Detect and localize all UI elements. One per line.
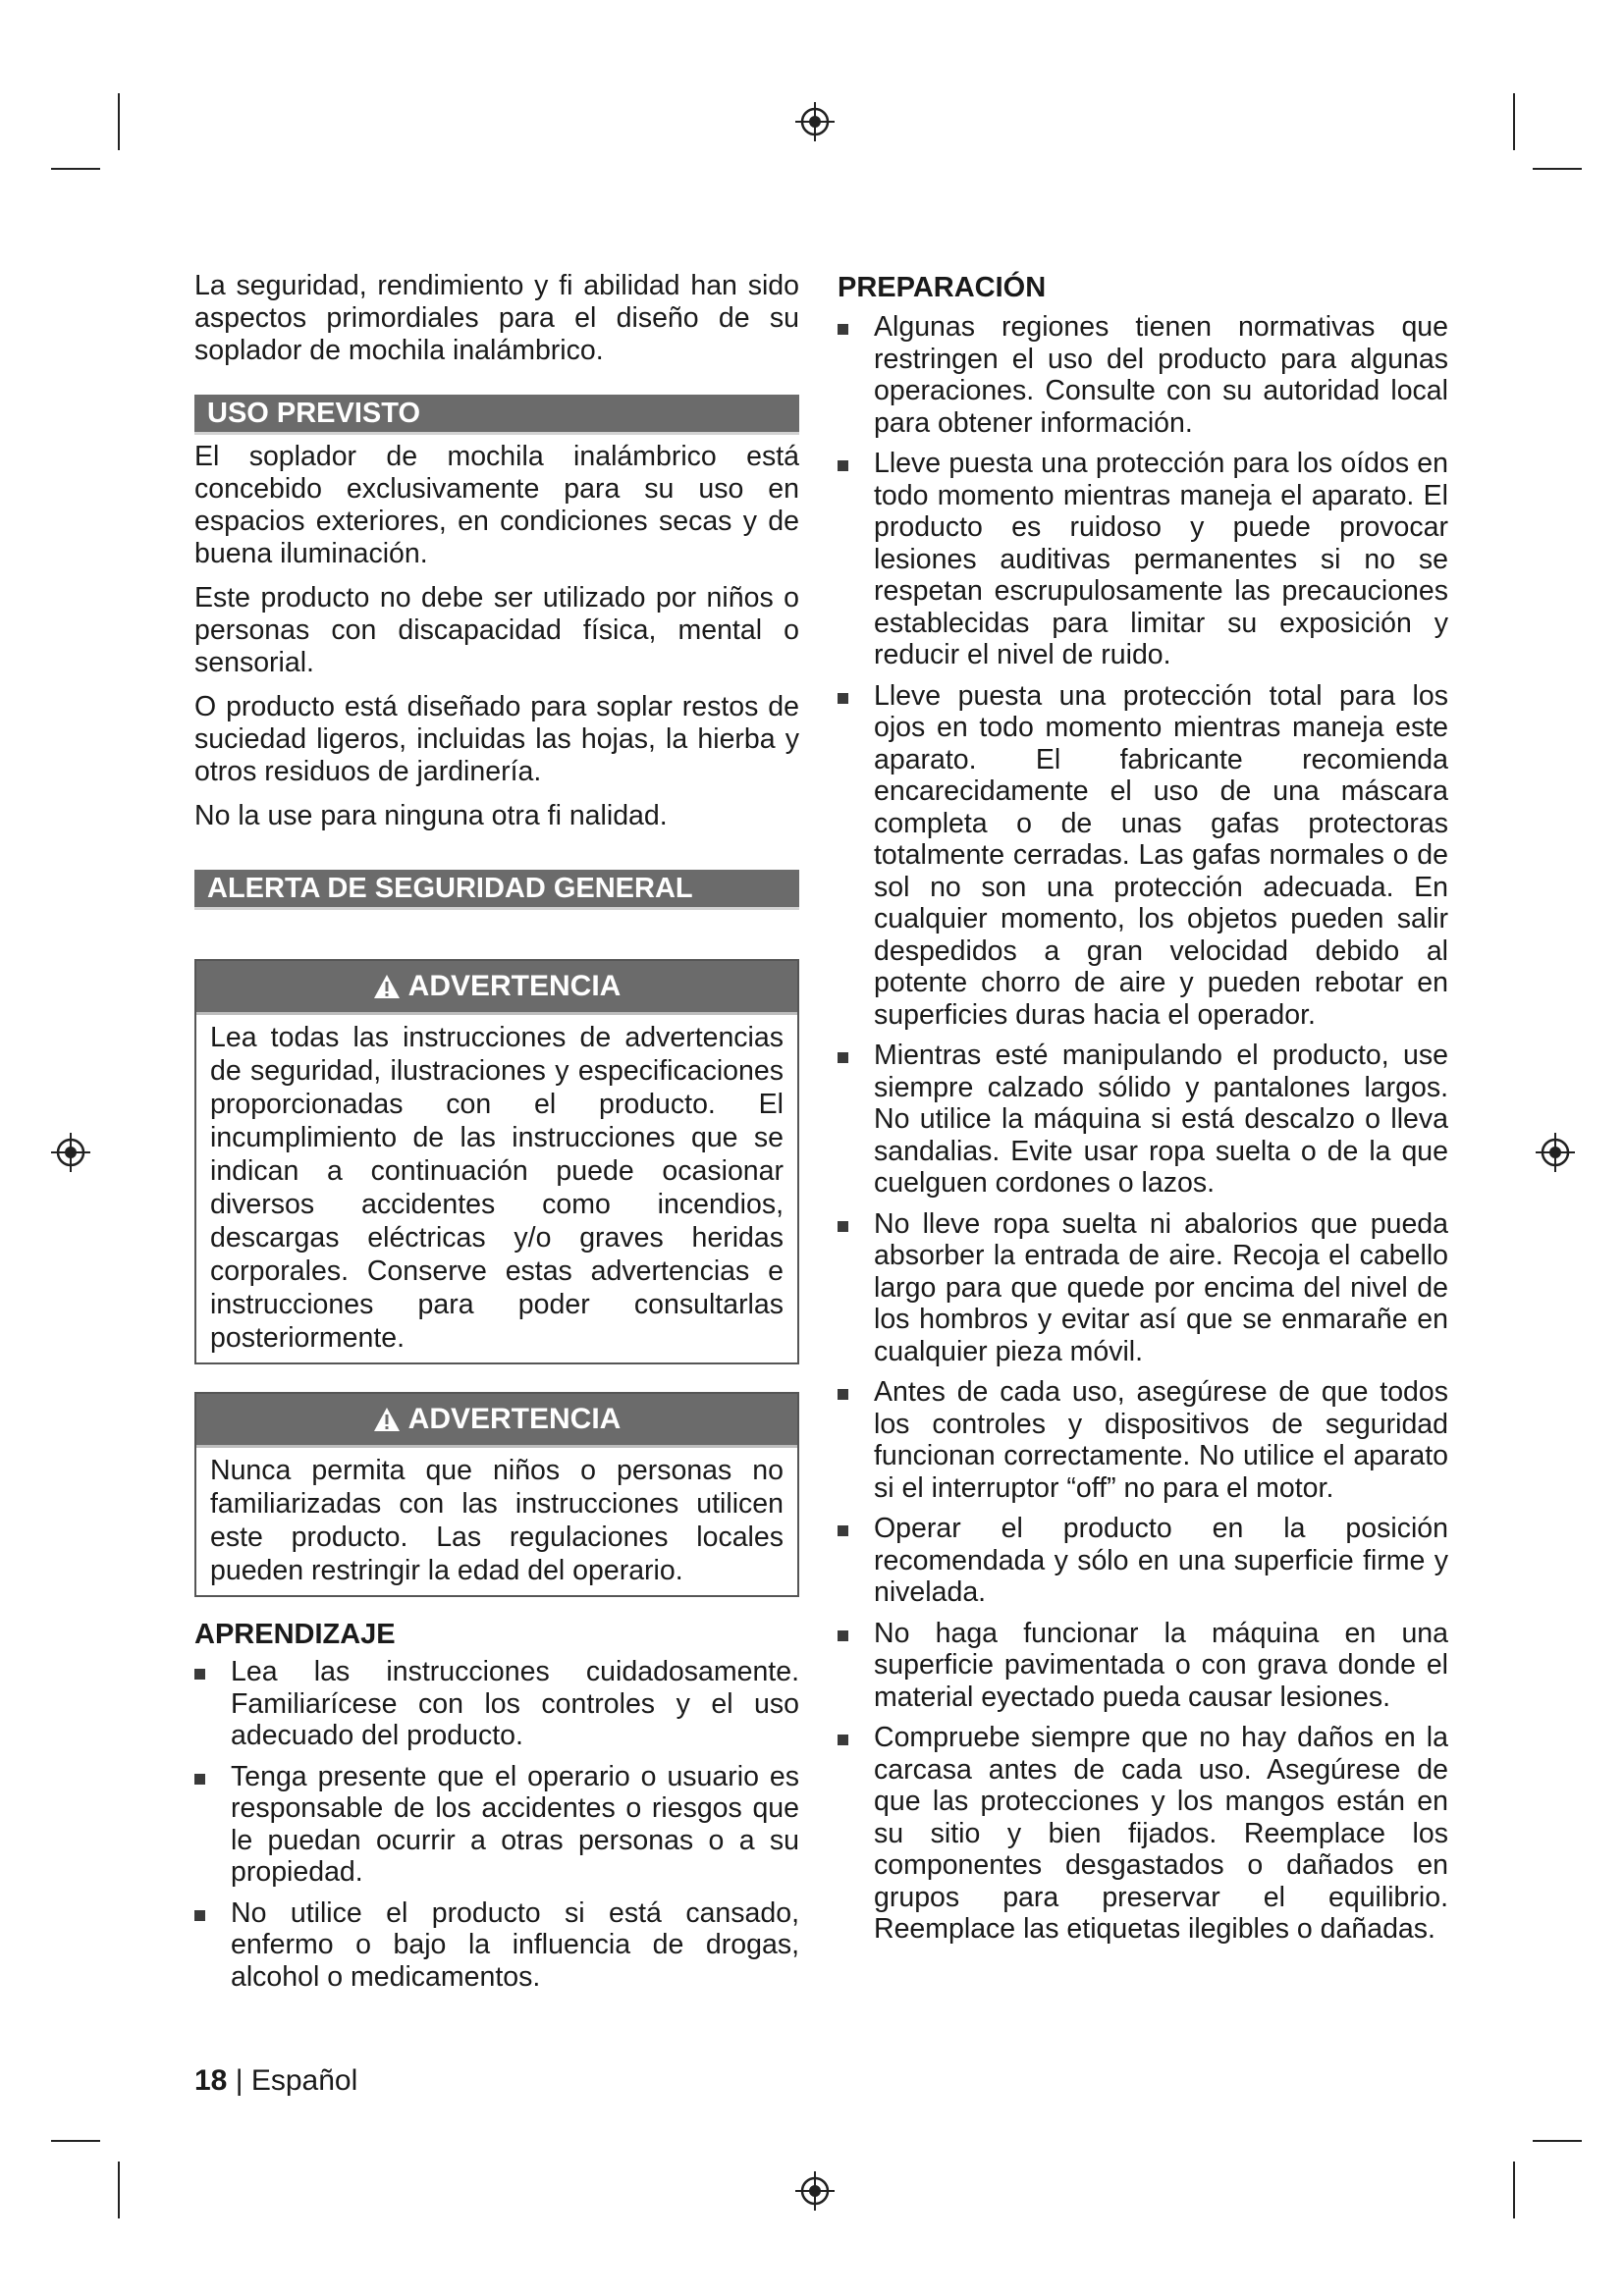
- crop-mark: [118, 93, 120, 150]
- bullet-square-icon: [838, 1052, 848, 1063]
- bullet-square-icon: [838, 1389, 848, 1400]
- list-item: Lea las instrucciones cuidadosamente. Familiarícese con los controles y el uso adecuado del producto.: [194, 1656, 799, 1752]
- bullet-square-icon: [838, 1735, 848, 1745]
- bullet-square-icon: [838, 693, 848, 704]
- warning-triangle-icon: [373, 974, 401, 999]
- bullet-square-icon: [194, 1774, 205, 1785]
- list-item: Compruebe siempre que no hay daños en la carcasa antes de cada uso. Asegúrese de que las protecciones y los mangos están en su sitio y bien fijados. Reemplace los componentes desgastados o dañados en grupos para preservar el equilibrio. Reemplace las etiquetas ilegibles o dañadas.: [838, 1722, 1448, 1946]
- bullet-square-icon: [194, 1669, 205, 1680]
- list-item: Lleve puesta una protección para los oídos en todo momento mientras maneja el aparato. El producto es ruidoso y puede provocar lesiones auditivas permanentes si no se respetan escrupulosamente las precauciones establecidas para limitar su exposición y reducir el nivel de ruido.: [838, 448, 1448, 671]
- registration-mark-icon: [795, 102, 835, 141]
- list-item: Tenga presente que el operario o usuario es responsable de los accidentes o riesgos que le puedan ocurrir a otras personas o a su propiedad.: [194, 1761, 799, 1889]
- registration-mark-icon: [795, 2171, 835, 2211]
- section-heading-alerta: ALERTA DE SEGURIDAD GENERAL: [194, 870, 799, 910]
- paragraph: Este producto no debe ser utilizado por niños o personas con discapacidad física, mental o sensorial.: [194, 582, 799, 678]
- warning-title: ADVERTENCIA: [407, 970, 622, 1002]
- registration-mark-icon: [51, 1133, 90, 1172]
- bullet-square-icon: [838, 1525, 848, 1536]
- bullet-square-icon: [838, 324, 848, 335]
- right-column: [838, 270, 1448, 1954]
- warning-box: [194, 1392, 799, 1597]
- list-item: Lleve puesta una protección total para los ojos en todo momento mientras maneja este aparato. El fabricante recomienda encarecidamente el uso de una máscara completa o de unas gafas protectoras totalmente cerradas. Las gafas normales o de sol no son una protección adecuada. En cualquier momento, los objetos pueden salir despedidos a gran velocidad debido al potente chorro de aire y pueden rebotar en superficies duras hacia el operador.: [838, 680, 1448, 1032]
- bullet-square-icon: [194, 1910, 205, 1921]
- warning-text: Lea todas las instrucciones de advertencias de seguridad, ilustraciones y especificaciones proporcionadas con el producto. El incumplimiento de las instrucciones que se indican a continuación puede ocasionar diversos accidentes como incendios, descargas eléctricas y/o graves heridas corporales. Conserve estas advertencias e instrucciones para poder consultarlas posteriormente.: [210, 1022, 784, 1354]
- paragraph: No la use para ninguna otra fi nalidad.: [194, 800, 668, 831]
- footer-separator: |: [227, 2064, 251, 2097]
- warning-triangle-icon: [373, 1407, 401, 1432]
- bullet-square-icon: [838, 460, 848, 471]
- section-heading-preparacion: PREPARACIÓN: [838, 272, 1047, 303]
- bullet-square-icon: [838, 1630, 848, 1641]
- list-item: No haga funcionar la máquina en una superficie pavimentada o con grava donde el material eyectado pueda causar lesiones.: [838, 1618, 1448, 1714]
- page-number: 18: [194, 2064, 228, 2097]
- crop-mark: [51, 168, 100, 170]
- preparacion-list: [838, 311, 1448, 1946]
- warning-header: [196, 1394, 797, 1448]
- list-item: Algunas regiones tienen normativas que restringen el uso del producto para algunas operaciones. Consulte con su autoridad local para obtener información.: [838, 311, 1448, 439]
- registration-mark-icon: [1536, 1133, 1575, 1172]
- list-item: Mientras esté manipulando el producto, use siempre calzado sólido y pantalones largos. No utilice la máquina si está descalzo o lleva sandalias. Evite usar ropa suelta o de la que cuelguen cordones o lazos.: [838, 1040, 1448, 1200]
- crop-mark: [1533, 168, 1582, 170]
- crop-mark: [118, 2162, 120, 2218]
- paragraph: O producto está diseñado para soplar restos de suciedad ligeros, incluidas las hojas, la hierba y otros residuos de jardinería.: [194, 691, 799, 787]
- paragraph: El soplador de mochila inalámbrico está concebido exclusivamente para su uso en espacios exteriores, en condiciones secas y de buena iluminación.: [194, 441, 799, 569]
- list-item: No lleve ropa suelta ni abalorios que pueda absorber la entrada de aire. Recoja el cabello largo para que quede por encima del nivel de los hombros y evitar así que se enmarañe en cualquier pieza móvil.: [838, 1208, 1448, 1368]
- aprendizaje-list: [194, 1656, 799, 1993]
- crop-mark: [1533, 2140, 1582, 2142]
- crop-mark: [51, 2140, 100, 2142]
- page-footer: [194, 2064, 357, 2098]
- crop-mark: [1513, 93, 1515, 150]
- list-item: Antes de cada uso, asegúrese de que todos los controles y dispositivos de seguridad funcionan correctamente. No utilice el aparato si el interruptor “off” no para el motor.: [838, 1376, 1448, 1504]
- list-item: No utilice el producto si está cansado, enfermo o bajo la influencia de drogas, alcohol o medicamentos.: [194, 1897, 799, 1994]
- section-heading-uso-previsto: USO PREVISTO: [194, 395, 799, 435]
- crop-mark: [1513, 2162, 1515, 2218]
- section-heading-aprendizaje: APRENDIZAJE: [194, 1619, 396, 1650]
- bullet-square-icon: [838, 1221, 848, 1232]
- intro-paragraph: La seguridad, rendimiento y fi abilidad han sido aspectos primordiales para el diseño de su soplador de mochila inalámbrico.: [194, 270, 799, 366]
- left-column: [194, 270, 799, 2002]
- warning-header: [196, 961, 797, 1015]
- footer-language: Español: [250, 2064, 358, 2097]
- warning-text: Nunca permita que niños o personas no familiarizadas con las instrucciones utilicen este producto. Las regulaciones locales pueden restringir la edad del operario.: [210, 1455, 784, 1586]
- warning-box: [194, 959, 799, 1364]
- list-item: Operar el producto en la posición recomendada y sólo en una superficie firme y nivelada.: [838, 1513, 1448, 1609]
- warning-title: ADVERTENCIA: [407, 1403, 622, 1435]
